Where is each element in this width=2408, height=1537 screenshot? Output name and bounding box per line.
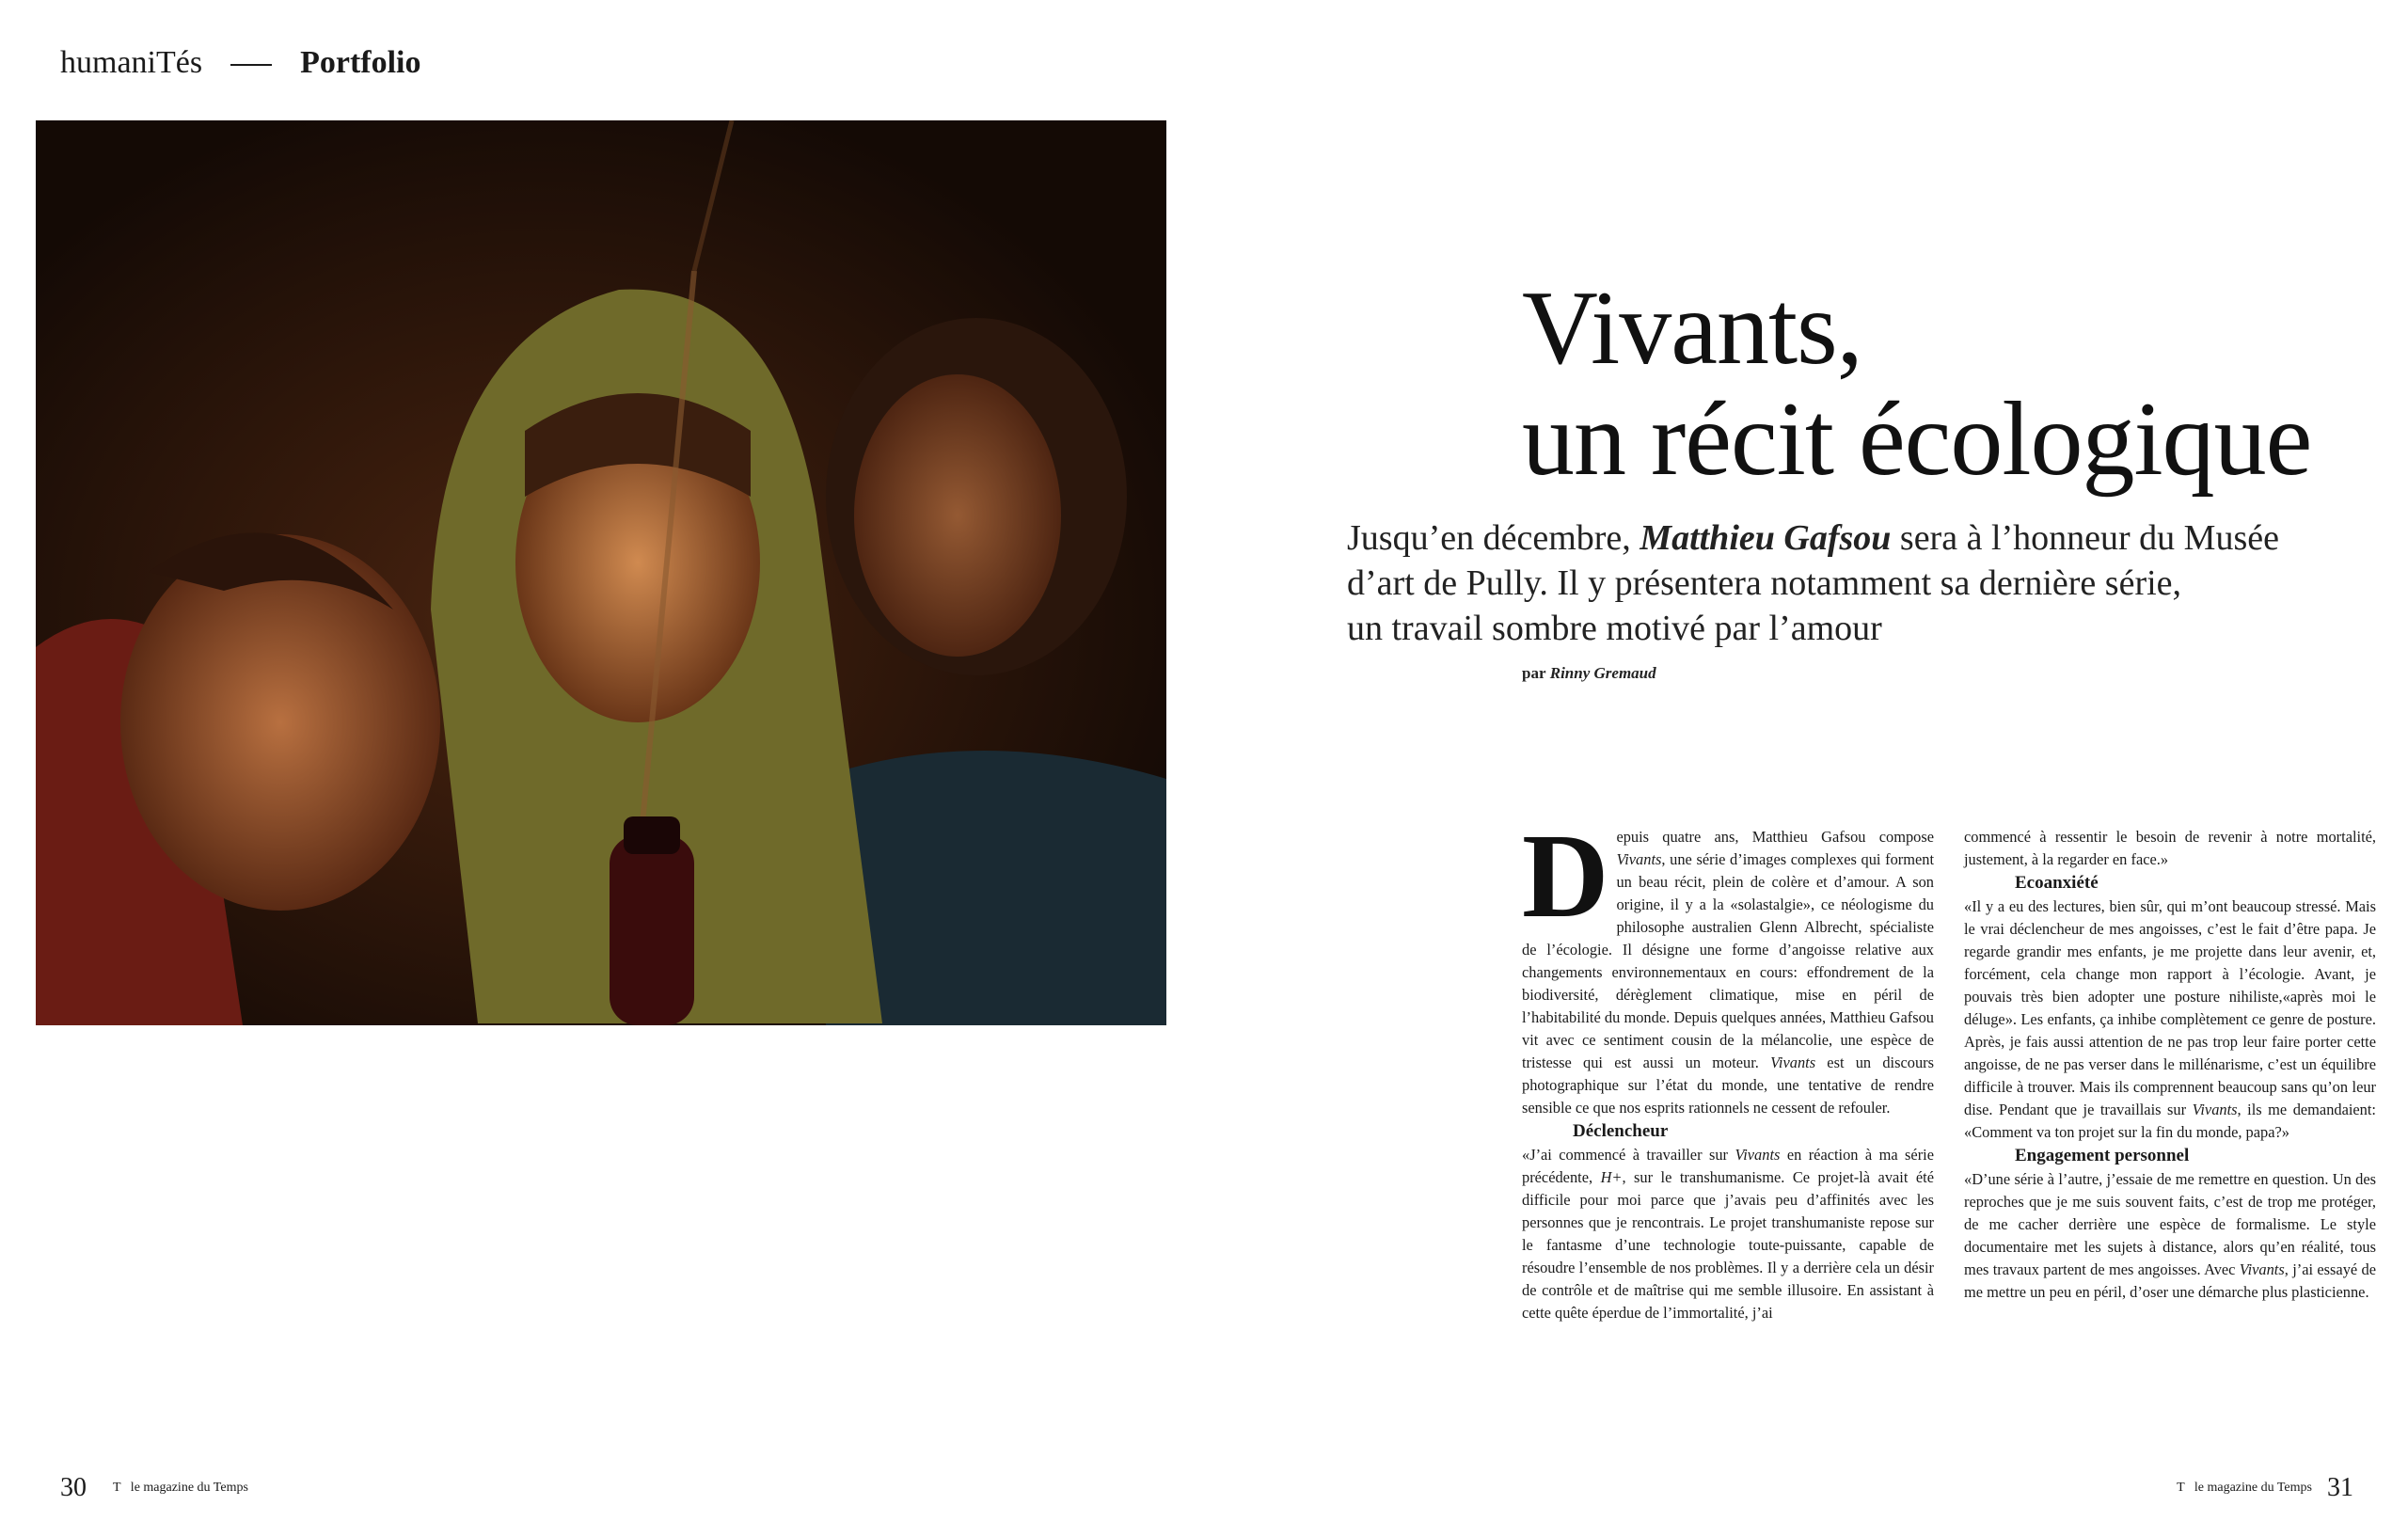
- standfirst-text: Jusqu’en décembre,: [1347, 518, 1640, 558]
- page-number: 31: [2327, 1473, 2353, 1502]
- folio-left: [60, 1473, 248, 1503]
- body-column-1: [1522, 809, 1934, 1324]
- text-run: , une série d’images complexes qui forment un beau récit, plein de colère et d’amour. A son origine, il y a la «solastalgie», ce néologisme du philosophe australien Glenn Albrecht, spécialiste de l’écologie. Il désigne une forme d’angoisse relative aux changements environnementaux en cours: effondrement de la biodiversité, dérèglement climatique, mise en péril de l’habitabilité du monde. Depuis quelques années, Matthieu Gafsou vit avec ce sentiment cousin de la mélancolie, une espèce de tristesse qui est aussi un moteur.: [1522, 850, 1934, 1071]
- standfirst: [1347, 515, 2344, 651]
- paragraph: [1964, 895, 2376, 1144]
- standfirst-line-2: d’art de Pully. Il y présentera notamment sa dernière série,: [1347, 563, 2182, 603]
- subhead: Engagement personnel: [2015, 1146, 2190, 1165]
- photographer-name: Matthieu Gafsou: [1640, 518, 1892, 558]
- standfirst-text: sera à l’honneur du Musée: [1891, 518, 2279, 558]
- text-run: epuis quatre ans, Matthieu Gafsou compose: [1616, 828, 1934, 846]
- subhead: Déclencheur: [1573, 1121, 1669, 1141]
- body-column-2: [1964, 826, 2376, 1304]
- italic-title: Vivants: [2192, 1101, 2238, 1118]
- text-run: , ils me demandaient: «Comment va ton projet sur la fin du monde, papa?»: [1964, 1101, 2376, 1141]
- folio-right: [2177, 1473, 2353, 1503]
- magazine-name: T le magazine du Temps: [2177, 1481, 2312, 1495]
- subhead: Ecoanxiété: [2015, 873, 2099, 893]
- title-line-1: Vivants,: [1522, 270, 1862, 387]
- magazine-name: T le magazine du Temps: [113, 1481, 248, 1495]
- italic-title: Vivants: [1616, 850, 1662, 868]
- italic-title: H+: [1600, 1168, 1623, 1186]
- running-head: [60, 45, 420, 81]
- italic-title: Vivants: [1770, 1054, 1816, 1071]
- paragraph: [1964, 1168, 2376, 1304]
- feature-photo: [36, 120, 1166, 1025]
- dropcap: D: [1522, 809, 1609, 943]
- standfirst-line-1: [1347, 515, 2344, 561]
- italic-title: Vivants: [1735, 1146, 1781, 1164]
- article-title: [1522, 270, 2368, 498]
- text-run: «D’une série à l’autre, j’essaie de me remettre en question. Un des reproches que je me suis souvent faits, c’est de trop me protéger, de me cacher derrière une espèce de formalisme. Le style documentaire met les sujets à distance, alors qu’en réalité, tous mes travaux partent de mes angoisses. Avec: [1964, 1170, 2376, 1278]
- paragraph: [1522, 809, 1934, 1119]
- text-run: , j’ai essayé de me mettre un peu en péril, d’oser une démarche plus plasticienne.: [1964, 1260, 2376, 1301]
- paragraph: [1522, 1144, 1934, 1324]
- text-run: «J’ai commencé à travailler sur: [1522, 1146, 1735, 1164]
- byline-prefix: par: [1522, 664, 1546, 682]
- byline: [1522, 664, 1656, 683]
- section-title: Portfolio: [300, 45, 421, 80]
- italic-title: Vivants: [2239, 1260, 2285, 1278]
- rubric: humaniTés: [60, 45, 203, 80]
- standfirst-line-3: un travail sombre motivé par l’amour: [1347, 609, 1882, 648]
- text-run: «Il y a eu des lectures, bien sûr, qui m’ont beaucoup stressé. Mais le vrai déclencheur de mes angoisses, c’est le fait d’être papa. Je regarde grandir mes enfants, je me projette dans leur avenir, et, forcément, cela change mon rapport à l’écologie. Avant, je pouvais très bien adopter une posture nihiliste,«après moi le déluge». Les enfants, ça inhibe complètement ce genre de posture. Après, je fais aussi attention de ne pas trop leur faire porter cette angoisse, de ne pas verser dans le millénarisme, c’est un équilibre difficile à trouver. Mais ils comprennent beaucoup sans qu’on leur dise. Pendant que je travaillais sur: [1964, 897, 2376, 1118]
- page-number: 30: [60, 1473, 87, 1502]
- text-run: , sur le transhumanisme. Ce projet-là avait été difficile pour moi parce que j’avais peu d’affinités avec les personnes que je rencontrais. Le projet transhumaniste repose sur le fantasme d’une technologie toute-puissante, capable de résoudre l’ensemble de nos problèmes. Il y a derrière cela un désir de contrôle et de maîtrise qui me semble illusoire. En assistant à cette quête éperdue de l’immortalité, j’ai: [1522, 1168, 1934, 1322]
- header-dash: [230, 64, 272, 66]
- author-name: Rinny Gremaud: [1549, 664, 1656, 682]
- text-run: en réaction à ma série précédente,: [1522, 1146, 1934, 1186]
- paragraph: commencé à ressentir le besoin de revenir à notre mortalité, justement, à la regarder en face.»: [1964, 828, 2376, 868]
- feature-photo-illustration: [36, 120, 1166, 1025]
- text-run: est un discours photographique sur l’état du monde, une tentative de rendre sensible ce que nos esprits rationnels ne cessent de refouler.: [1522, 1054, 1934, 1117]
- title-line-2: un récit écologique: [1522, 381, 2312, 498]
